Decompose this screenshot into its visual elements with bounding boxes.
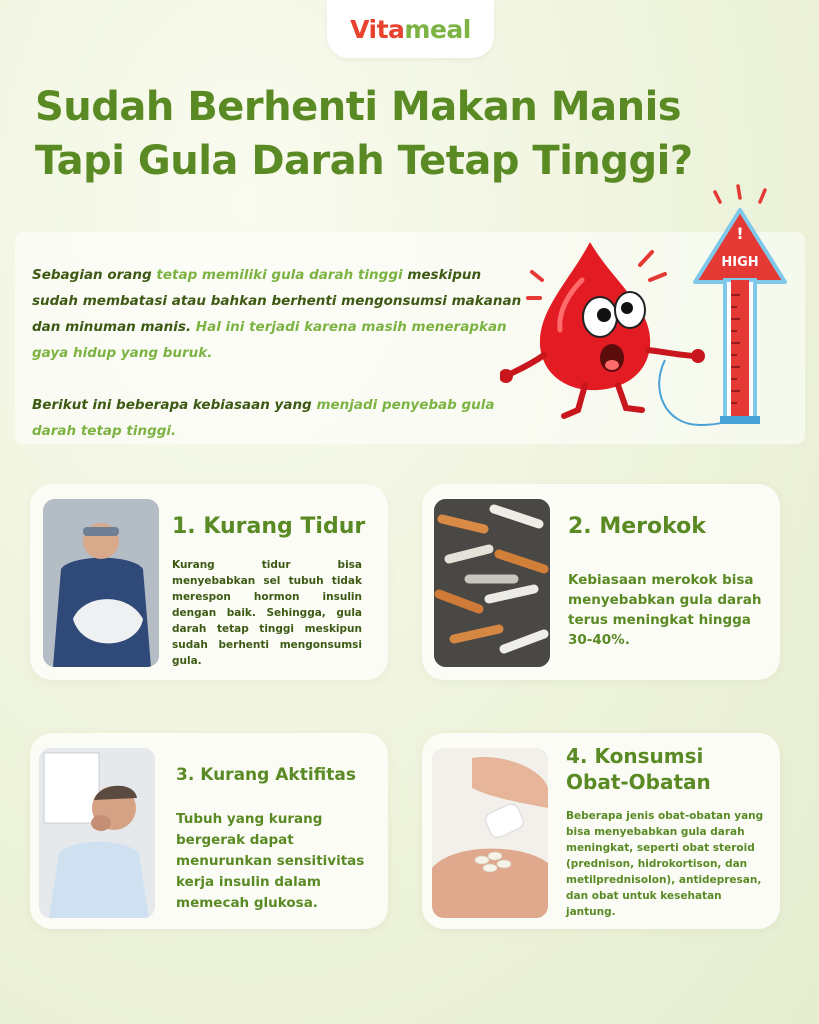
- intro-paragraph-2: Berikut ini beberapa kebiasaan yang menjadi penyebab gula darah tetap tinggi.: [32, 397, 495, 439]
- card-kurang-tidur: [30, 484, 388, 680]
- card-title: [566, 743, 711, 795]
- card-title-line-1: 4. Konsumsi: [566, 744, 704, 768]
- title-line-1: Sudah Berhenti Makan Manis: [35, 84, 682, 130]
- tired-office-man-photo: [39, 748, 155, 918]
- pills-in-hand-photo: [432, 748, 548, 918]
- card-merokok: [422, 484, 780, 680]
- card-title: 1. Kurang Tidur: [172, 514, 366, 539]
- brand-logo: [327, 0, 494, 58]
- sleepy-man-photo: [43, 499, 159, 667]
- card-body: Kurang tidur bisa menyebabkan sel tubuh tidak merespon hormon insulin dengan baik. Sehingga, gula darah tetap tinggi meskipun sudah berhenti mengonsumsi gula.: [172, 559, 362, 667]
- intro-paragraph-1: Sebagian orang tetap memiliki gula darah tinggi meskipun sudah membatasi atau bahkan berhenti mengonsumsi makanan dan minuman manis. Hal ini terjadi karena masih menerapkan gaya hidup yang buruk.: [32, 267, 522, 361]
- cigarette-butts-photo: [434, 499, 550, 667]
- card-title-line-2: Obat-Obatan: [566, 770, 711, 794]
- card-body: Kebiasaan merokok bisa menyebabkan gula darah terus meningkat hingga 30-40%.: [568, 572, 762, 648]
- gauge-alert-mark: !: [736, 224, 744, 243]
- card-body: Tubuh yang kurang bergerak dapat menurunkan sensitivitas kerja insulin dalam memecah glukosa.: [176, 811, 365, 911]
- intro-text: [32, 262, 522, 470]
- high-gauge-icon: [690, 180, 800, 430]
- card-title: 2. Merokok: [568, 514, 706, 539]
- page-title: [35, 80, 795, 188]
- card-kurang-aktifitas: [30, 733, 388, 929]
- card-body: Beberapa jenis obat-obatan yang bisa menyebabkan gula darah meningkat, seperti obat steroid (prednison, hidrokortison, dan metilprednisolon), antidepresan, dan obat untuk kesehatan jantung.: [566, 810, 764, 918]
- card-title: 3. Kurang Aktifitas: [176, 765, 356, 785]
- title-line-2: Tapi Gula Darah Tetap Tinggi?: [35, 138, 693, 184]
- brand-wordmark: Vitameal: [350, 14, 471, 44]
- gauge-high-label: HIGH: [721, 255, 759, 270]
- card-konsumsi-obat: [422, 733, 780, 929]
